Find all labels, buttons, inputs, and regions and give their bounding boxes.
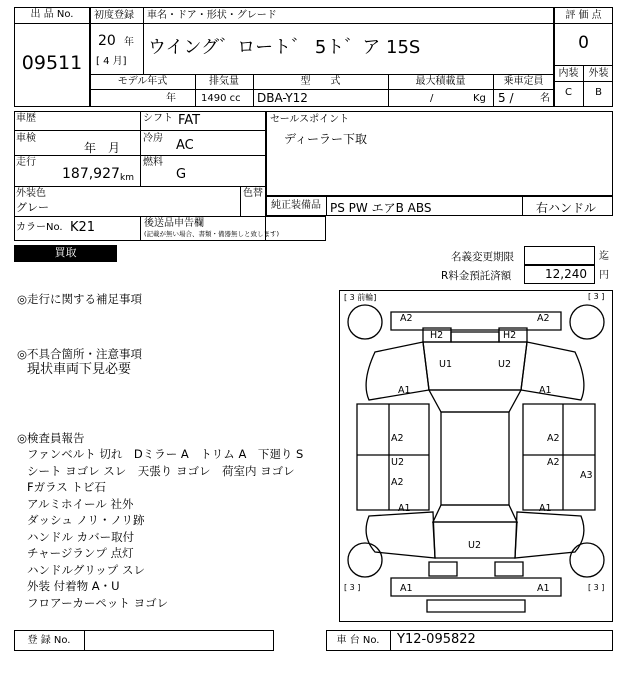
chassis-label: 車 台 No. — [336, 635, 380, 646]
lot-number: 09511 — [21, 52, 83, 74]
displacement-value: 1490 cc — [201, 93, 241, 104]
model-name: ウイング゛ロート゛ 5ト゛ア 15S — [148, 37, 421, 58]
color-change-col — [240, 186, 241, 216]
sales-point-value: ディーラー下取 — [284, 132, 368, 146]
reg-no-label: 登 録 No. — [27, 635, 71, 646]
mark-quarter-left: A1 — [398, 503, 411, 514]
inspector-line: フロアーカーペット ヨゴレ — [27, 595, 169, 610]
rear-plate — [427, 600, 525, 612]
first-reg-divider — [143, 7, 144, 74]
mileage-label: 走行 — [16, 157, 36, 168]
color-change-label: 色替 — [243, 188, 263, 199]
model-code: DBA-Y12 — [257, 91, 308, 105]
mark-fender-left: A1 — [398, 385, 411, 396]
details-row1 — [14, 130, 266, 131]
shift-value: FAT — [178, 113, 201, 128]
max-load-slash: / — [430, 93, 434, 104]
equipment-label: 純正装備品 — [271, 200, 321, 211]
legend-top-left: [ 3 前輪] — [344, 293, 377, 302]
first-reg-year: 20 — [98, 33, 116, 49]
capacity-unit: 名 — [540, 93, 550, 104]
score-label-divider — [554, 23, 613, 24]
max-load-label: 最大積載量 — [415, 76, 466, 87]
wheel-rear-left — [348, 543, 382, 577]
mark-fender-right: A1 — [539, 385, 552, 396]
inspector-line: チャージランプ 点灯 — [27, 546, 134, 560]
mark-rear-left-bottom: A1 — [400, 583, 413, 594]
inspector-line: Fガラス トビ石 — [27, 480, 106, 494]
color-no-value: K21 — [70, 220, 96, 235]
details-row2 — [14, 155, 266, 156]
defects-title: ◎不具合箇所・注意事項 — [17, 347, 143, 361]
equipment-value: PS PW エアB ABS — [330, 201, 432, 215]
first-reg-label: 初度登録 — [94, 10, 134, 21]
details-col — [140, 111, 141, 187]
quarter-right — [515, 512, 584, 558]
model-year-label: モデル年式 — [117, 76, 168, 87]
defects-text: 現状車両下見必要 — [27, 362, 132, 377]
inspector-line: ハンドルグリップ スレ — [27, 562, 145, 577]
inspector-lines — [27, 446, 303, 611]
wheel-front-right — [570, 305, 604, 339]
aftermarket-note: (記載が無い場合、書類・備器無しと致します) — [144, 230, 280, 238]
name-change-field — [524, 246, 595, 265]
lot-label: 出 品 No. — [30, 9, 74, 20]
chassis-col — [390, 630, 391, 651]
specs-mid-divider — [90, 89, 554, 90]
history-label: 車歴 — [16, 113, 36, 124]
mark-door-rear-left-a: A2 — [391, 477, 404, 488]
grille — [451, 332, 499, 342]
mark-hood-left: U1 — [439, 359, 452, 370]
mark-rear-right: A3 — [580, 470, 593, 481]
model-label: 車名・ドア・形状・グレード — [147, 10, 277, 21]
rear-lamp-right — [495, 562, 523, 576]
aftermarket-box — [140, 216, 326, 241]
mileage-unit: km — [120, 173, 134, 183]
rear-bumper — [391, 578, 561, 596]
capacity-label: 乗車定員 — [503, 76, 544, 87]
aircon-label: 冷房 — [143, 133, 163, 144]
model-year-unit: 年 — [166, 93, 176, 104]
inspector-line: ダッシュ ノリ・ノリ跡 — [27, 513, 145, 527]
inspector-line: ハンドル カバー取付 — [27, 529, 135, 544]
inspector-line: ファンベルト 切れ Dミラー A トリム A 下廻り S — [27, 447, 304, 461]
name-change-unit: 迄 — [599, 251, 609, 262]
max-load-unit: Kg — [473, 93, 486, 104]
details-row3 — [14, 186, 266, 187]
mark-door-front-right: A2 — [547, 433, 560, 444]
score-value: 0 — [578, 33, 589, 53]
windshield — [429, 390, 521, 412]
mark-front-right-top: A2 — [537, 313, 550, 324]
mark-door-rear-left-u: U2 — [391, 457, 404, 468]
sales-point-label: セールスポイント — [270, 114, 350, 125]
legend-bottom-right: [ 3 ] — [588, 583, 605, 592]
fender-right — [521, 342, 584, 400]
exterior-color-value: グレー — [16, 201, 49, 214]
header-label-divider — [90, 23, 554, 24]
exterior-grade: B — [595, 87, 602, 98]
legend-top-right: [ 3 ] — [588, 292, 605, 301]
mark-headlight-left: H2 — [430, 330, 444, 341]
mark-hood-right: U2 — [498, 359, 511, 370]
purchase-badge-label: 買取 — [54, 246, 77, 259]
driving-notes-title: ◎走行に関する補足事項 — [17, 292, 143, 306]
aircon-value: AC — [176, 138, 194, 153]
steering-value: 右ハンドル — [536, 201, 597, 215]
rear-lamp-left — [429, 562, 457, 576]
mark-door-front-left: A2 — [391, 433, 404, 444]
recycle-label: R料金預託済額 — [441, 270, 512, 282]
inspection-label: 車検 — [16, 133, 36, 144]
rear-window — [433, 505, 517, 522]
shift-label: シフト — [143, 113, 173, 124]
reg-no-col — [84, 630, 85, 651]
car-diagram — [339, 290, 613, 622]
score-label: 評 価 点 — [565, 10, 602, 21]
recycle-amount: 12,240 — [545, 267, 587, 281]
mark-door-rear-right: A2 — [547, 457, 560, 468]
inspection-value: 年 月 — [84, 141, 121, 155]
first-reg-year-unit: 年 — [124, 37, 134, 48]
mark-headlight-right: H2 — [503, 330, 517, 341]
fuel-label: 燃料 — [143, 157, 163, 168]
mark-rear-right-bottom: A1 — [537, 583, 550, 594]
interior-grade: C — [565, 87, 572, 98]
exterior-label: 外装 — [588, 68, 609, 79]
inspector-title: ◎検査員報告 — [17, 431, 85, 445]
steering-col — [522, 196, 523, 216]
mark-front-left-top: A2 — [400, 313, 413, 324]
displacement-label: 排気量 — [209, 76, 239, 87]
capacity-value: 5 / — [498, 91, 514, 105]
inspector-line: アルミホイール 社外 — [27, 496, 134, 511]
inspector-line: 外装 付着物 A・U — [27, 579, 120, 593]
inspector-line: シート ヨゴレ スレ 天張り ヨゴレ 荷室内 ヨゴレ — [27, 463, 295, 478]
wheel-front-left — [348, 305, 382, 339]
chassis-number: Y12-095822 — [397, 632, 476, 647]
exterior-color-label: 外装色 — [16, 188, 46, 199]
color-no-label: カラーNo. — [16, 222, 63, 233]
front-bumper — [391, 312, 561, 330]
mark-quarter-right: A1 — [539, 503, 552, 514]
wheel-rear-right — [570, 543, 604, 577]
type-label: 型 式 — [300, 76, 341, 87]
legend-bottom-left: [ 3 ] — [344, 583, 361, 592]
roof — [441, 412, 509, 505]
quarter-left — [366, 512, 435, 558]
recycle-unit: 円 — [599, 270, 609, 281]
mileage-value: 187,927 — [62, 166, 120, 182]
name-change-label: 名義変更期限 — [451, 251, 514, 263]
interior-label: 内装 — [558, 68, 579, 79]
equipment-col — [326, 196, 327, 216]
aftermarket-label: 後送品申告欄 — [144, 218, 204, 229]
fuel-value: G — [176, 167, 187, 182]
lot-label-divider — [14, 23, 90, 24]
first-reg-month: [ 4 月] — [96, 56, 127, 67]
mark-roof: U2 — [468, 540, 481, 551]
